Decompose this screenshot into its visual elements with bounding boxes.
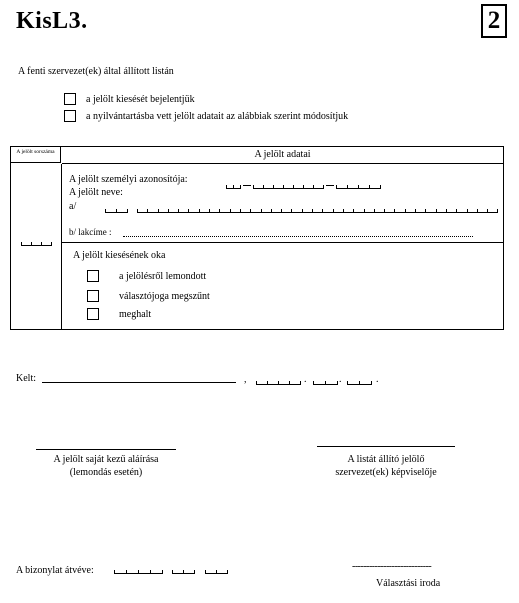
- dot: .: [304, 374, 307, 385]
- name-prefix: a/: [69, 201, 77, 212]
- candidate-signature-line[interactable]: [36, 449, 176, 450]
- name-label: A jelölt neve:: [69, 187, 123, 198]
- representative-label-2: szervezet(ek) képviselője: [335, 467, 437, 478]
- checkbox[interactable]: [87, 290, 99, 302]
- reason-died[interactable]: [87, 308, 151, 320]
- dot: .: [339, 374, 342, 385]
- dot: .: [376, 374, 379, 385]
- reason-resigned[interactable]: [87, 270, 206, 282]
- receipt-day-boxes[interactable]: [205, 568, 228, 574]
- address-field[interactable]: [123, 236, 473, 237]
- date-month-boxes[interactable]: [313, 379, 338, 385]
- personal-id-label: A jelölt személyi azonosítója:: [69, 174, 188, 185]
- reason-label: a jelölésről lemondott: [119, 270, 207, 282]
- reason-title: A jelölt kiesésének oka: [73, 250, 166, 261]
- receipt-label: A bizonylat átvéve:: [16, 565, 94, 576]
- date-day-boxes[interactable]: [347, 379, 372, 385]
- intro-text: A fenti szervezet(ek) által állított listán: [18, 66, 174, 77]
- reason-suffrage-lost[interactable]: [87, 290, 210, 302]
- page-number: 2: [481, 4, 507, 38]
- representative-signature-line[interactable]: [317, 446, 455, 447]
- dated-label: Kelt:: [16, 373, 36, 384]
- checkbox[interactable]: [64, 110, 76, 122]
- option-label: a nyilvántartásba vett jelölt adatait az alábbiak szerint módosítjuk: [86, 110, 349, 122]
- name-boxes[interactable]: [137, 207, 498, 213]
- receipt-year-boxes[interactable]: [114, 568, 163, 574]
- option-label: a jelölt kiesését bejelentjük: [86, 93, 195, 105]
- candidate-signature-label: A jelölt saját kezű aláírása: [53, 454, 159, 465]
- option-modify[interactable]: [64, 110, 348, 122]
- personal-id-boxes[interactable]: [226, 183, 381, 189]
- col-header-number: A jelölt sorszáma: [11, 147, 61, 163]
- checkbox[interactable]: [87, 270, 99, 282]
- reason-label: választójoga megszűnt: [119, 290, 210, 302]
- col-header-data: A jelölt adatai: [62, 147, 503, 164]
- receipt-month-boxes[interactable]: [172, 568, 195, 574]
- checkbox[interactable]: [87, 308, 99, 320]
- reason-label: meghalt: [119, 308, 152, 320]
- place-field[interactable]: [42, 382, 236, 383]
- candidate-signature-note: (lemondás esetén): [69, 467, 143, 478]
- candidate-number-cell[interactable]: [11, 164, 62, 329]
- number-boxes[interactable]: [21, 240, 52, 246]
- office-signature-line[interactable]: ----------------------------: [352, 561, 432, 572]
- candidate-table: [10, 146, 504, 330]
- comma: ,: [244, 374, 247, 385]
- section-divider: [62, 242, 503, 243]
- checkbox[interactable]: [64, 93, 76, 105]
- representative-label-1: A listát állító jelölő: [347, 454, 425, 465]
- form-code: KisL3.: [16, 8, 88, 34]
- address-label: b/ lakcíme :: [69, 227, 112, 237]
- title-boxes[interactable]: [105, 207, 128, 213]
- office-label: Választási iroda: [376, 578, 441, 589]
- option-withdrawal[interactable]: [64, 93, 195, 105]
- date-year-boxes[interactable]: [256, 379, 301, 385]
